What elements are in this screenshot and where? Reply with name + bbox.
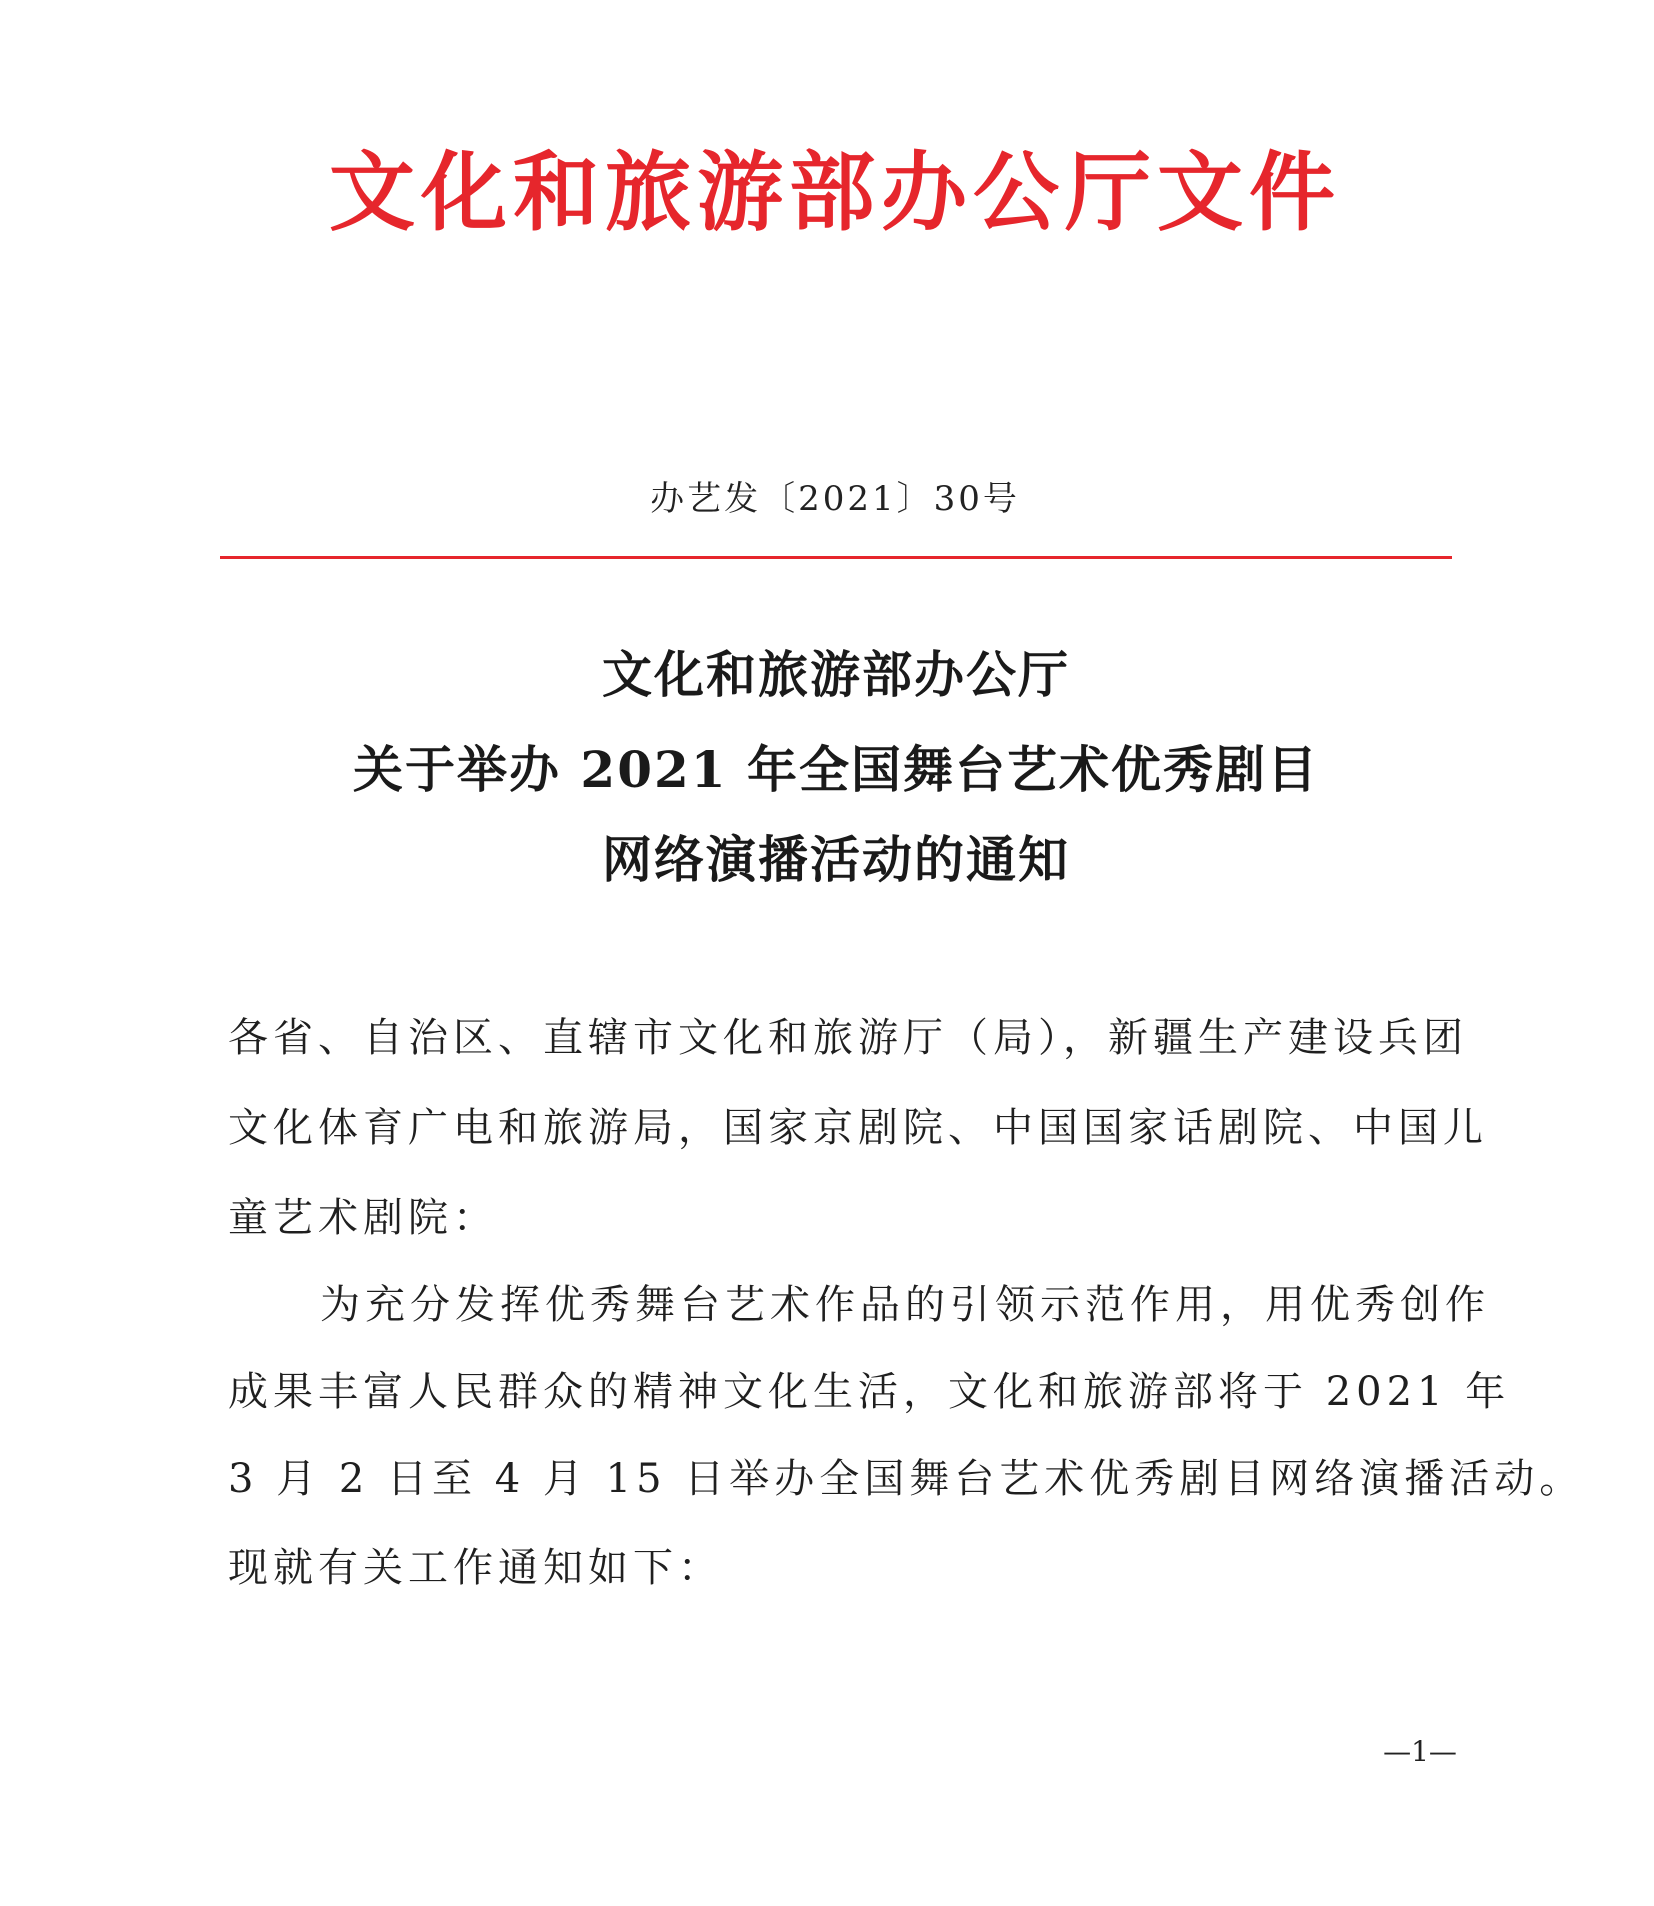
paragraph-line-4: 现就有关工作通知如下： [228, 1545, 723, 1591]
document-number: 办艺发〔2021〕30号 [650, 479, 1020, 519]
notice-title-line-1: 文化和旅游部办公厅 [602, 645, 1070, 704]
addressee-line-3: 童艺术剧院： [228, 1195, 498, 1241]
paragraph-line-2: 成果丰富人民群众的精神文化生活，文化和旅游部将于 2021 年 [228, 1369, 1511, 1415]
paragraph-line-3: 3 月 2 日至 4 月 15 日举办全国舞台艺术优秀剧目网络演播活动。 [228, 1456, 1585, 1502]
page-number: —1— [1383, 1735, 1457, 1768]
paragraph-line-1: 为充分发挥优秀舞台艺术作品的引领示范作用，用优秀创作 [320, 1282, 1490, 1328]
notice-title-line-2: 关于举办 2021 年全国舞台艺术优秀剧目 [353, 740, 1319, 799]
issuer-header: 文化和旅游部办公厅文件 [329, 142, 1341, 243]
addressee-line-2: 文化体育广电和旅游局，国家京剧院、中国国家话剧院、中国儿 [228, 1105, 1488, 1151]
notice-title-line-3: 网络演播活动的通知 [602, 830, 1070, 889]
red-divider-rule [220, 556, 1452, 559]
addressee-line-1: 各省、自治区、直辖市文化和旅游厅（局），新疆生产建设兵团 [228, 1015, 1468, 1061]
